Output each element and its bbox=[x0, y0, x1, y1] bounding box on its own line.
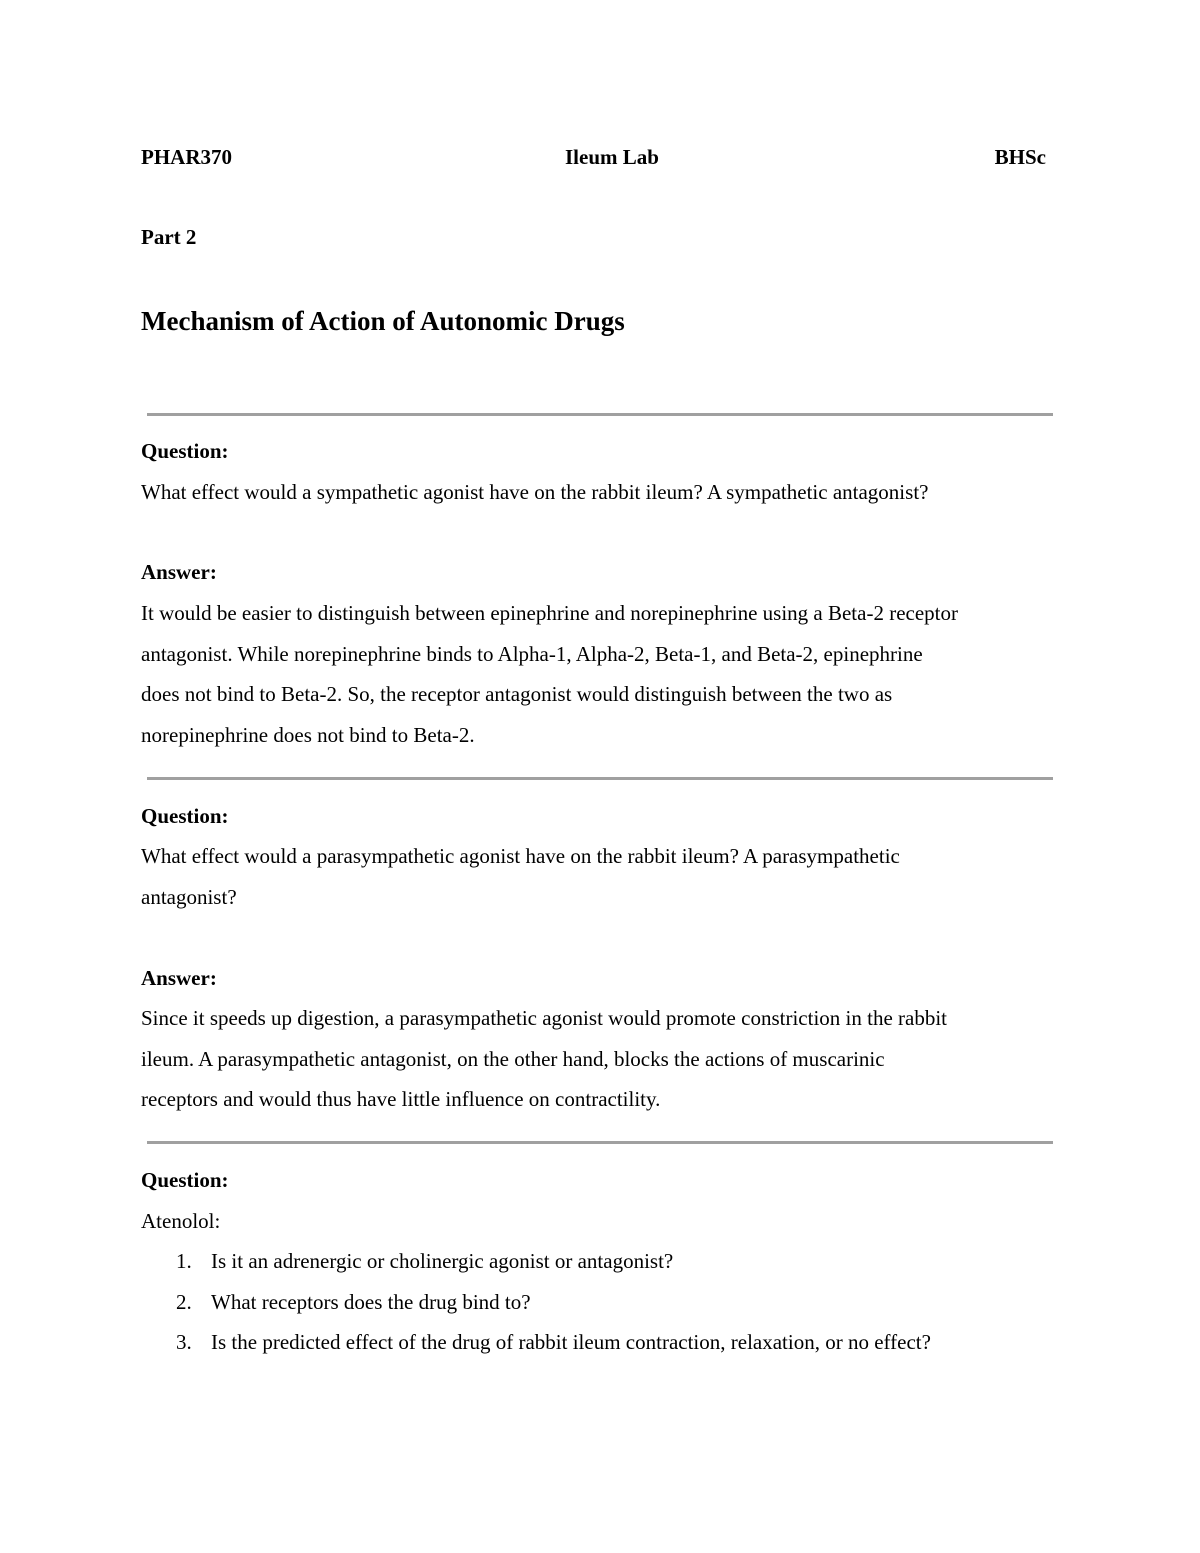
answer-line: Since it speeds up digestion, a parasympathetic agonist would promote constriction in the rabbit bbox=[141, 1006, 947, 1030]
page-header bbox=[141, 142, 1046, 172]
question-line: What effect would a sympathetic agonist have on the rabbit ileum? A sympathetic antagonist? bbox=[141, 480, 929, 504]
answer-line: does not bind to Beta-2. So, the receptor antagonist would distinguish between the two as bbox=[141, 682, 893, 706]
answer-line: It would be easier to distinguish between epinephrine and norepinephrine using a Beta-2 receptor bbox=[141, 601, 958, 625]
header-course: PHAR370 bbox=[141, 145, 232, 169]
answer-text bbox=[141, 998, 1071, 1120]
section-divider bbox=[147, 413, 1053, 416]
section-divider bbox=[147, 777, 1053, 780]
list-item-number: 2. bbox=[176, 1289, 192, 1314]
list-item-number: 3. bbox=[176, 1330, 192, 1354]
question-intro: Atenolol: bbox=[141, 1209, 221, 1233]
question-label: Question: bbox=[141, 1168, 229, 1192]
answer-text bbox=[141, 593, 1071, 755]
question-label: Question: bbox=[141, 804, 229, 828]
document-title: Mechanism of Action of Autonomic Drugs bbox=[141, 306, 625, 336]
question-line: What effect would a parasympathetic agonist have on the rabbit ileum? A parasympathetic bbox=[141, 844, 900, 868]
answer-line: norepinephrine does not bind to Beta-2. bbox=[141, 722, 475, 747]
answer-label: Answer: bbox=[141, 966, 217, 990]
answer-line: receptors and would thus have little influence on contractility. bbox=[141, 1087, 661, 1111]
header-lab: Ileum Lab bbox=[565, 145, 659, 169]
question-label: Question: bbox=[141, 439, 229, 463]
list-item-text: What receptors does the drug bind to? bbox=[211, 1289, 531, 1314]
answer-line: ileum. A parasympathetic antagonist, on the other hand, blocks the actions of muscarinic bbox=[141, 1046, 885, 1071]
question-text bbox=[141, 836, 1071, 917]
list-item-text: Is it an adrenergic or cholinergic agonist or antagonist? bbox=[211, 1249, 674, 1273]
answer-line: antagonist. While norepinephrine binds to Alpha-1, Alpha-2, Beta-1, and Beta-2, epinephrine bbox=[141, 641, 923, 666]
header-program: BHSc bbox=[994, 145, 1046, 169]
section-divider bbox=[147, 1141, 1053, 1144]
list-item-text: Is the predicted effect of the drug of rabbit ileum contraction, relaxation, or no effect? bbox=[211, 1330, 931, 1354]
list-item-number: 1. bbox=[176, 1249, 192, 1273]
answer-label: Answer: bbox=[141, 560, 217, 584]
part-label: Part 2 bbox=[141, 225, 197, 249]
question-text bbox=[141, 472, 1071, 513]
question-line: antagonist? bbox=[141, 884, 237, 909]
